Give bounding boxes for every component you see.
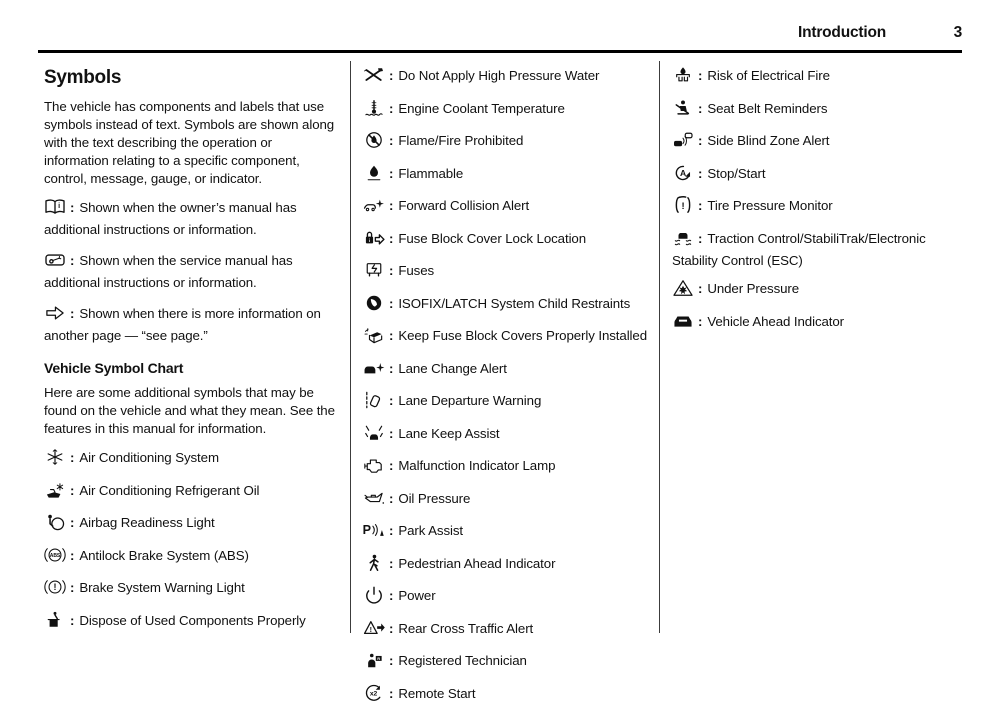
ac-refrigerant-oil-icon (44, 481, 69, 504)
label-separator: : (389, 68, 394, 83)
label-separator: : (698, 313, 703, 329)
label-separator: : (389, 653, 394, 668)
label-separator: : (698, 68, 703, 83)
symbol-label: Vehicle Ahead Indicator (707, 313, 845, 329)
symbol-label: Malfunction Indicator Lamp (398, 458, 556, 473)
symbol-row (672, 99, 962, 122)
flame-prohibited-icon (363, 131, 388, 154)
symbol-label: Stop/Start (707, 165, 766, 181)
symbol-label: Air Conditioning System (79, 450, 219, 465)
note-text: Shown when there is more information on another page — “see page.” (44, 306, 321, 343)
label-separator: : (70, 482, 75, 498)
symbol-label: Power (398, 588, 436, 603)
symbol-row (363, 229, 655, 252)
symbol-label: Park Assist (398, 523, 463, 538)
middle-column (351, 53, 659, 701)
symbol-label: Airbag Readiness Light (79, 515, 215, 530)
header-title: Introduction (798, 24, 886, 41)
symbol-row (363, 586, 655, 609)
symbol-label: Brake System Warning Light (79, 580, 245, 595)
no-high-pressure-water-icon (363, 66, 388, 89)
label-separator: : (70, 547, 75, 563)
label-separator: : (70, 450, 75, 465)
svg-text:ABS: ABS (49, 552, 61, 559)
svg-text:x2: x2 (369, 690, 378, 698)
pedestrian-ahead-icon (363, 554, 388, 577)
label-separator: : (389, 523, 394, 538)
svg-text:!: ! (681, 201, 685, 213)
symbol-row (44, 513, 336, 536)
note-text: Shown when the owner’s manual has additional instructions or information. (44, 200, 297, 237)
label-separator: : (70, 200, 75, 215)
isofix-latch-icon (363, 294, 388, 317)
symbol-label: ISOFIX/LATCH System Child Restraints (398, 295, 631, 311)
see-page-arrow-icon (44, 304, 69, 327)
manual-note (44, 304, 336, 345)
dispose-components-icon (44, 611, 69, 634)
label-separator: : (389, 295, 394, 311)
symbol-row (363, 294, 655, 317)
fuses-icon (363, 261, 388, 284)
symbol-label: Lane Change Alert (398, 360, 507, 376)
lane-keep-assist-icon (363, 424, 388, 447)
symbol-label: Dispose of Used Components Properly (79, 612, 306, 628)
under-pressure-icon (672, 279, 697, 302)
label-separator: : (389, 425, 394, 441)
airbag-readiness-icon (44, 513, 69, 536)
svg-text:i: i (368, 237, 371, 243)
label-separator: : (389, 685, 394, 701)
symbol-label: Lane Keep Assist (398, 425, 500, 441)
abs-icon (44, 546, 69, 569)
air-conditioning-icon (44, 448, 69, 471)
symbol-row (363, 521, 655, 544)
symbol-label: Registered Technician (398, 653, 527, 668)
park-assist-icon (363, 521, 388, 544)
symbol-label: Air Conditioning Refrigerant Oil (79, 482, 260, 498)
symbol-row (44, 611, 336, 634)
svg-text:A: A (679, 167, 687, 178)
symbol-row (363, 99, 655, 122)
symbol-label: Lane Departure Warning (398, 393, 542, 408)
symbol-label: Flame/Fire Prohibited (398, 133, 524, 148)
svg-text:i: i (58, 200, 61, 210)
symbol-label: Side Blind Zone Alert (707, 133, 830, 148)
vehicle-symbol-chart-heading: Vehicle Symbol Chart (44, 360, 184, 376)
label-separator: : (389, 198, 394, 213)
symbol-row (672, 229, 962, 270)
remote-start-icon (363, 684, 388, 707)
lane-change-alert-icon (363, 359, 388, 382)
header-page-number: 3 (953, 24, 962, 41)
symbol-label: Engine Coolant Temperature (398, 100, 565, 116)
label-separator: : (389, 230, 394, 246)
label-separator: : (698, 281, 703, 296)
label-separator: : (698, 133, 703, 148)
fuse-covers-icon (363, 326, 388, 349)
registered-technician-icon (363, 651, 388, 674)
svg-text:!: ! (369, 624, 373, 634)
symbol-row (44, 578, 336, 601)
malfunction-indicator-icon (363, 456, 388, 479)
side-blind-zone-icon (672, 131, 697, 154)
symbol-row (363, 424, 655, 447)
symbol-label: Fuse Block Cover Lock Location (398, 230, 587, 246)
symbol-label: Tire Pressure Monitor (707, 198, 833, 213)
symbol-row (363, 489, 655, 512)
forward-collision-alert-icon (363, 196, 388, 219)
symbol-label: Oil Pressure (398, 490, 471, 506)
label-separator: : (389, 588, 394, 603)
label-separator: : (698, 165, 703, 181)
symbol-row (363, 619, 655, 642)
brake-warning-icon (44, 578, 69, 601)
symbol-row (672, 66, 962, 89)
svg-text:P: P (363, 523, 371, 538)
symbol-list-right (672, 66, 962, 335)
symbol-row (672, 279, 962, 302)
label-separator: : (698, 230, 703, 246)
symbol-label: Keep Fuse Block Covers Properly Installed (398, 328, 647, 343)
manual-note (44, 198, 336, 239)
power-icon (363, 586, 388, 609)
note-text: Shown when the service manual has additional instructions or information. (44, 253, 293, 290)
symbol-label: Remote Start (398, 685, 476, 701)
page-columns (38, 53, 962, 701)
symbol-label: Flammable (398, 165, 464, 181)
owners-manual-icon (44, 198, 69, 221)
symbol-row (363, 391, 655, 414)
manual-note (44, 251, 336, 292)
label-separator: : (389, 100, 394, 116)
label-separator: : (389, 490, 394, 506)
symbol-row (363, 164, 655, 187)
electrical-fire-icon (672, 66, 697, 89)
symbol-row (44, 481, 336, 504)
label-separator: : (389, 393, 394, 408)
symbol-row (363, 66, 655, 89)
symbol-label: Seat Belt Reminders (707, 100, 828, 116)
label-separator: : (389, 555, 394, 571)
symbol-row (363, 684, 655, 707)
symbol-label: Traction Control/StabiliTrak/Electronic Stability Control (ESC) (672, 230, 926, 268)
label-separator: : (70, 306, 75, 321)
symbol-label: Risk of Electrical Fire (707, 68, 830, 83)
label-separator: : (389, 263, 394, 278)
symbol-label: Antilock Brake System (ABS) (79, 547, 249, 563)
symbol-row (672, 131, 962, 154)
symbol-label: Pedestrian Ahead Indicator (398, 555, 556, 571)
fuse-block-lock-icon (363, 229, 388, 252)
symbol-row (363, 651, 655, 674)
symbol-label: Forward Collision Alert (398, 198, 530, 213)
symbols-intro: The vehicle has components and labels that use symbols instead of text. Symbols are shown along with the text describing the operation or information relating to a specific component, control, message, gauge, or indicator. (44, 99, 335, 186)
symbol-list-middle (363, 66, 655, 707)
svg-text:!: ! (53, 582, 57, 593)
label-separator: : (389, 165, 394, 181)
label-separator: : (70, 580, 75, 595)
symbol-row (44, 448, 336, 471)
label-separator: : (698, 100, 703, 116)
label-separator: : (389, 133, 394, 148)
symbol-row (672, 196, 962, 219)
right-column (660, 53, 962, 639)
svg-text:R: R (377, 656, 381, 661)
symbol-label: Fuses (398, 263, 435, 278)
label-separator: : (70, 515, 75, 530)
page-header (0, 0, 1000, 50)
vehicle-ahead-icon (672, 312, 697, 335)
label-separator: : (389, 360, 394, 376)
vehicle-symbol-chart-intro: Here are some additional symbols that may be found on the vehicle and what they mean. See the features in this manual for information. (44, 385, 335, 436)
tire-pressure-icon (672, 196, 697, 219)
engine-coolant-temperature-icon (363, 99, 388, 122)
symbols-heading: Symbols (44, 67, 122, 88)
label-separator: : (389, 620, 394, 636)
left-column (38, 53, 350, 639)
symbol-row (672, 164, 962, 187)
symbol-label: Do Not Apply High Pressure Water (398, 68, 600, 83)
label-separator: : (70, 253, 75, 268)
traction-control-icon (672, 229, 697, 252)
symbol-list-left (44, 448, 336, 634)
symbol-row (363, 131, 655, 154)
symbol-row (44, 546, 336, 569)
symbol-label: Rear Cross Traffic Alert (398, 620, 534, 636)
symbol-row (363, 326, 655, 349)
label-separator: : (698, 198, 703, 213)
symbol-row (363, 196, 655, 219)
symbol-row (363, 359, 655, 382)
lane-departure-warning-icon (363, 391, 388, 414)
oil-pressure-icon (363, 489, 388, 512)
seat-belt-reminder-icon (672, 99, 697, 122)
service-manual-icon (44, 251, 69, 274)
label-separator: : (389, 458, 394, 473)
symbol-row (363, 554, 655, 577)
stop-start-icon (672, 164, 697, 187)
symbol-row (363, 456, 655, 479)
label-separator: : (389, 328, 394, 343)
symbol-row (672, 312, 962, 335)
flammable-icon (363, 164, 388, 187)
rear-cross-traffic-icon (363, 619, 388, 642)
label-separator: : (70, 612, 75, 628)
symbol-row (363, 261, 655, 284)
symbol-label: Under Pressure (707, 281, 800, 296)
manual-notes-list (44, 198, 336, 345)
